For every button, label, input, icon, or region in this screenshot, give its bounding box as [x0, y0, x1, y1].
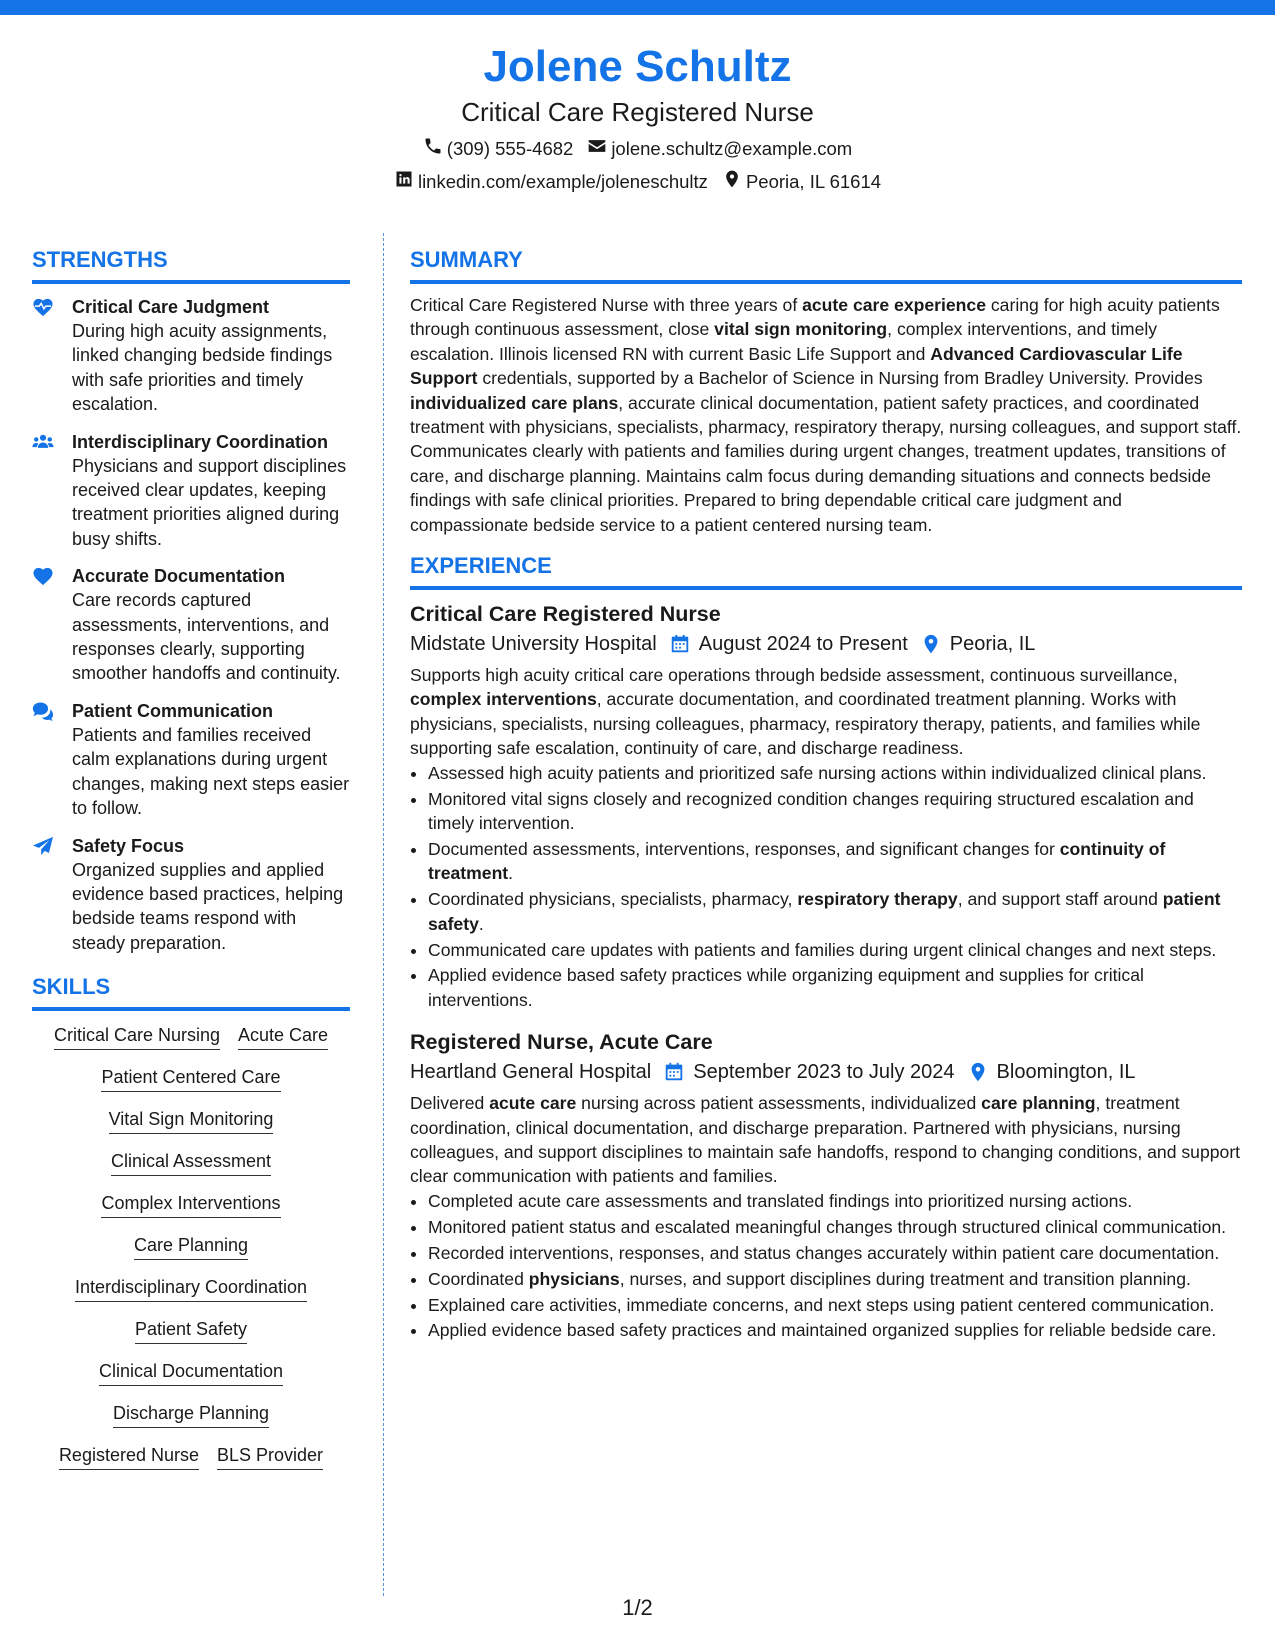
strength-description: Physicians and support disciplines received clear updates, keeping treatment priorities aligned during busy shifts. [72, 455, 347, 549]
emphasized-text: individualized care plans [410, 392, 619, 413]
strength-title: Critical Care Judgment [72, 297, 270, 317]
bullet-item: • Recorded interventions, responses, and status changes accurately within patient care documentation. [428, 1241, 1242, 1265]
calendar-icon [669, 633, 691, 655]
summary-heading: SUMMARY [410, 246, 1242, 284]
skill-row [109, 1107, 274, 1134]
contact-linkedin[interactable]: linkedin.com/example/joleneschultz [394, 169, 708, 195]
bullet-item: • Applied evidence based safety practices while organizing equipment and supplies for critical interventions. [428, 963, 1242, 1012]
column-divider [383, 233, 384, 1596]
summary-text: Critical Care Registered Nurse with three years of acute care experience caring for high acuity patients through continuous assessment, close vital sign monitoring, complex interventions, and timely escalation. Illinois licensed RN with current Basic Life Support and Advanced Cardiovascular Life Support credentials, supported by a Bachelor of Science in Nursing from Bradley University. Provides individualized care plans, accurate clinical documentation, patient safety practices, and coordinated treatment with physicians, specialists, pharmacy, respiratory therapy, nursing colleagues, and support staff. Communicates clearly with patients and families during urgent changes, treatment updates, transitions of care, and discharge planning. Maintains calm focus during demanding situations and connects bedside findings with safe clinical priorities. Prepared to bring dependable critical care judgment and compassionate bedside service to a patient centered nursing team. [410, 295, 1242, 535]
job-dates: August 2024 to Present [698, 633, 908, 656]
bullet-item: • Coordinated physicians, nurses, and support disciplines during treatment and transition planning. [428, 1267, 1242, 1291]
job-location: Bloomington, IL [996, 1061, 1136, 1084]
skills-section [32, 973, 350, 1485]
emphasized-text: Advanced Cardiovascular Life Support [410, 343, 1183, 389]
skill-row [101, 1065, 280, 1092]
candidate-role: Critical Care Registered Nurse [461, 97, 814, 127]
skill-row [59, 1443, 323, 1470]
summary-section [410, 246, 1242, 537]
emphasized-text: vital sign monitoring [714, 319, 888, 340]
page-number: 1/2 [622, 1595, 653, 1620]
skill-row [101, 1191, 280, 1218]
skills-list [32, 1023, 350, 1485]
candidate-name: Jolene Schultz [483, 42, 792, 91]
skill-tag: Patient Centered Care [101, 1065, 280, 1092]
bullet-item: • Monitored patient status and escalated meaningful changes through structured clinical communication. [428, 1215, 1242, 1239]
strengths-list [32, 295, 350, 955]
strength-description: Care records captured assessments, interventions, and responses clearly, supporting smoother handoffs and continuity. [72, 590, 341, 684]
strength-item [32, 699, 350, 821]
emphasized-text: respiratory therapy [797, 889, 958, 910]
strength-title: Safety Focus [72, 835, 185, 856]
strengths-section [32, 246, 350, 955]
skill-tag: Care Planning [134, 1233, 248, 1260]
left-column [32, 246, 350, 1485]
contact-email[interactable]: jolene.schultz@example.com [587, 136, 852, 162]
emphasized-text: patient safety [428, 889, 1221, 934]
skill-row [134, 1233, 248, 1260]
bullet-item: • Explained care activities, immediate concerns, and next steps using patient centered communication. [428, 1293, 1242, 1317]
skill-row [135, 1317, 247, 1344]
map-pin-icon [920, 633, 942, 655]
job-bullets [410, 1189, 1242, 1343]
right-column [410, 246, 1242, 1344]
job-title: Critical Care Registered Nurse [410, 602, 721, 627]
skill-row [75, 1275, 307, 1302]
contact-row-1 [0, 136, 1275, 162]
job-meta [410, 629, 1242, 659]
strength-description: Organized supplies and applied evidence based practices, helping bedside teams respond with steady preparation. [72, 859, 344, 953]
skill-tag: Complex Interventions [101, 1191, 280, 1218]
strengths-heading: STRENGTHS [32, 246, 350, 284]
job-title: Registered Nurse, Acute Care [410, 1030, 713, 1055]
skill-tag: Discharge Planning [113, 1401, 269, 1428]
strength-item [32, 564, 350, 686]
emphasized-text: acute care experience [802, 295, 986, 315]
strength-title: Accurate Documentation [72, 566, 286, 587]
job-employer: Heartland General Hospital [410, 1061, 652, 1084]
paper-plane-icon [32, 834, 72, 956]
strength-item [32, 295, 350, 417]
skill-tag: Critical Care Nursing [54, 1023, 220, 1050]
skill-row [113, 1401, 269, 1428]
bullet-item: • Documented assessments, interventions, responses, and significant changes for continuity of treatment. [428, 837, 1242, 886]
skill-tag: Patient Safety [135, 1317, 247, 1344]
skill-tag: Vital Sign Monitoring [109, 1107, 274, 1134]
job-entry [410, 1027, 1242, 1343]
envelope-icon [587, 136, 607, 162]
skill-tag: Clinical Assessment [111, 1149, 271, 1176]
job-bullets [410, 761, 1242, 1013]
emphasized-text: physicians [528, 1268, 620, 1289]
job-employer: Midstate University Hospital [410, 633, 657, 656]
emphasized-text: continuity of treatment [428, 838, 1166, 884]
skill-row [54, 1023, 328, 1050]
heart-icon [32, 564, 72, 686]
strength-description: Patients and families received calm explanations during urgent changes, making next steps easier to follow. [72, 724, 350, 819]
skill-tag: Interdisciplinary Coordination [75, 1275, 307, 1302]
strength-item [32, 430, 350, 552]
contact-location: Peoria, IL 61614 [722, 169, 881, 195]
experience-section [410, 552, 1242, 1343]
top-accent-bar [0, 0, 1275, 15]
heartbeat-icon [32, 295, 72, 417]
skill-tag: BLS Provider [217, 1443, 323, 1470]
linkedin-icon [394, 169, 414, 195]
job-description: Delivered acute care nursing across patient assessments, individualized care planning, treatment coordination, clinical documentation, and discharge preparation. Partnered with physicians, nursing colleagues, and support disciplines to maintain safe handoffs, respond to changing conditions, and support clear communication with patients and families. [410, 1093, 1241, 1187]
skill-tag: Clinical Documentation [99, 1359, 283, 1386]
emphasized-text: care planning [981, 1093, 1096, 1114]
calendar-icon [663, 1061, 685, 1083]
bullet-item: • Applied evidence based safety practices and maintained organized supplies for reliable bedside care. [428, 1318, 1242, 1342]
skill-row [99, 1359, 283, 1386]
strength-title: Interdisciplinary Coordination [72, 431, 329, 452]
resume-header [0, 40, 1275, 195]
job-location: Peoria, IL [949, 633, 1036, 656]
phone-icon [423, 136, 443, 162]
job-meta [410, 1057, 1242, 1087]
skill-tag: Acute Care [238, 1023, 328, 1050]
experience-heading: EXPERIENCE [410, 552, 1242, 590]
emphasized-text: acute care [489, 1093, 577, 1114]
strength-item [32, 834, 350, 956]
skill-row [111, 1149, 271, 1176]
contact-row-2 [0, 169, 1275, 195]
bullet-item: • Completed acute care assessments and translated findings into prioritized nursing actions. [428, 1189, 1242, 1213]
emphasized-text: complex interventions [410, 689, 597, 710]
contact-phone: (309) 555-4682 [423, 136, 574, 162]
comments-icon [32, 699, 72, 821]
bullet-item: • Monitored vital signs closely and recognized condition changes requiring structured escalation and timely intervention. [428, 787, 1242, 836]
bullet-item: • Assessed high acuity patients and prioritized safe nursing actions within individualized clinical plans. [428, 761, 1242, 785]
map-pin-icon [722, 169, 742, 195]
users-icon [32, 430, 72, 552]
job-dates: September 2023 to July 2024 [693, 1061, 955, 1084]
strength-description: During high acuity assignments, linked changing bedside findings with safe priorities and timely escalation. [72, 321, 333, 415]
bullet-item: • Coordinated physicians, specialists, pharmacy, respiratory therapy, and support staff around patient safety. [428, 887, 1242, 936]
job-description: Supports high acuity critical care operations through bedside assessment, continuous surveillance, complex interventions, accurate documentation, and coordinated treatment planning. Works with physicians, specialists, nursing colleagues, pharmacy, respiratory therapy, patients, and families while supporting safe escalation, continuity of care, and discharge readiness. [410, 665, 1201, 759]
strength-title: Patient Communication [72, 700, 274, 721]
job-entry [410, 599, 1242, 1012]
skills-heading: SKILLS [32, 973, 350, 1011]
bullet-item: • Communicated care updates with patients and families during urgent clinical changes and next steps. [428, 938, 1242, 962]
map-pin-icon [967, 1061, 989, 1083]
skill-tag: Registered Nurse [59, 1443, 199, 1470]
